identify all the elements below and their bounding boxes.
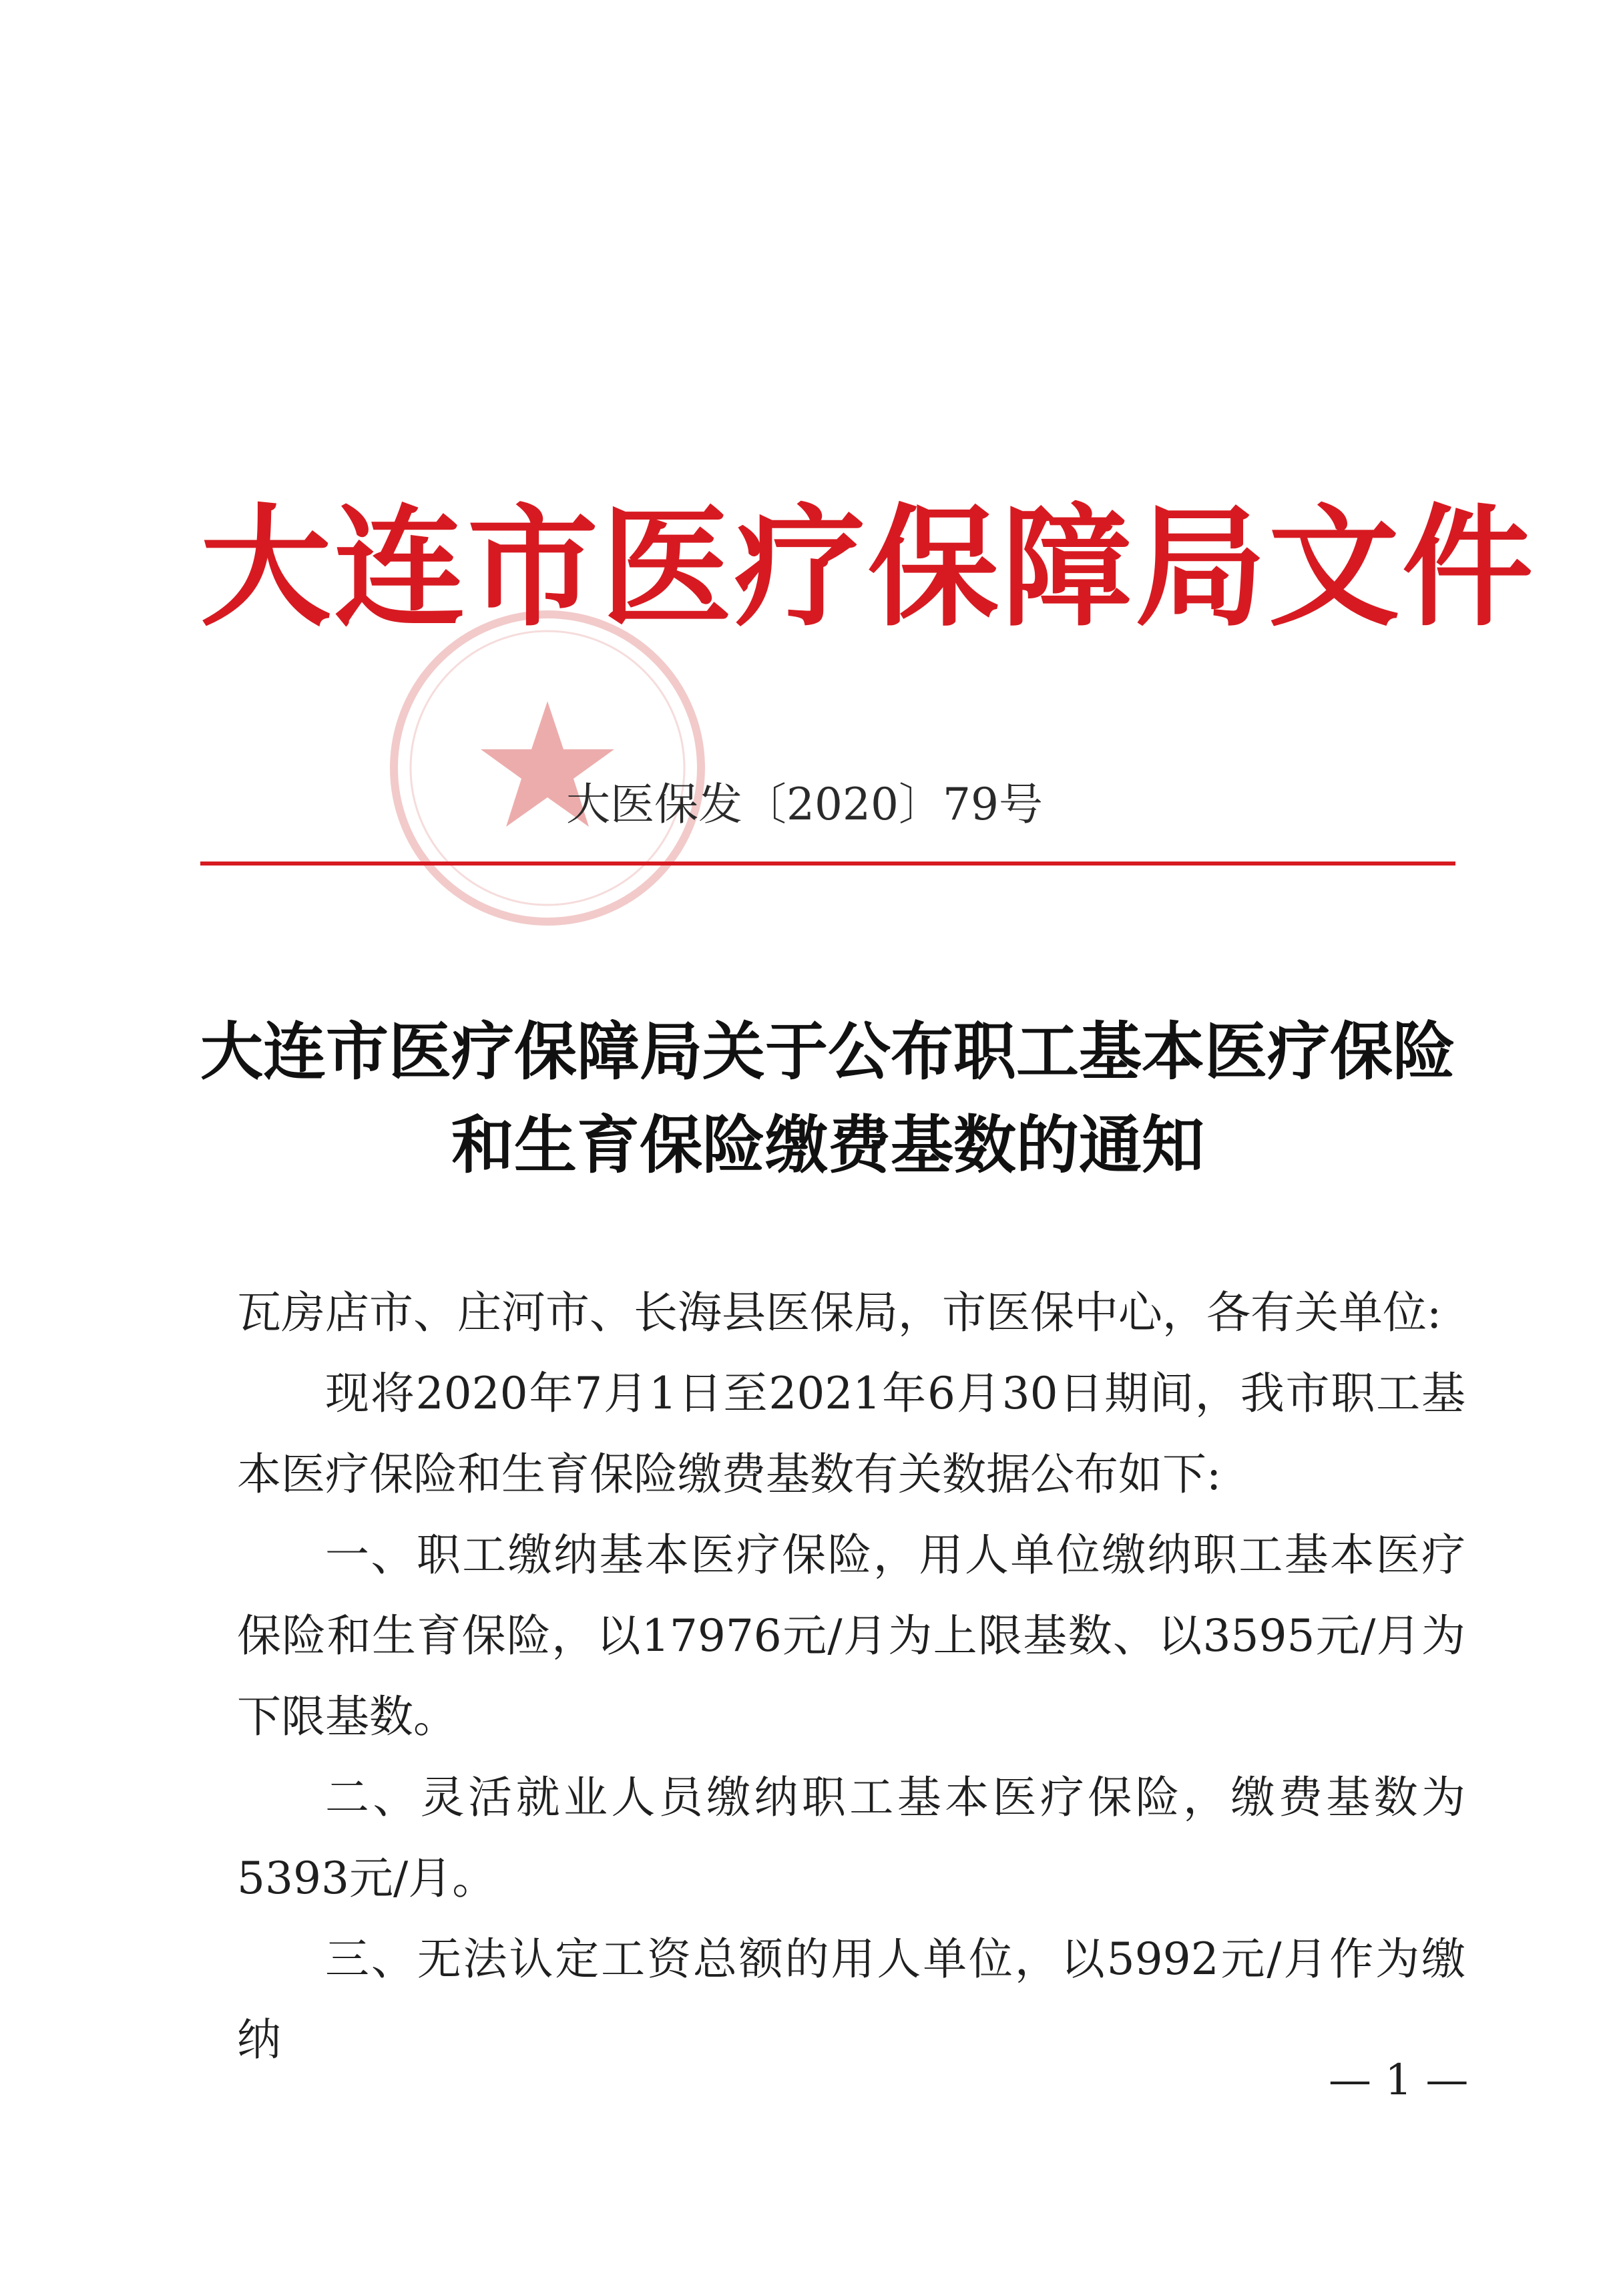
notice-body (237, 1272, 1465, 2080)
recipients-line: 瓦房店市、庄河市、长海县医保局，市医保中心，各有关单位: (237, 1287, 1442, 1338)
page-number: — 1 — (1329, 2056, 1469, 2105)
notice-title-line-1: 大连市医疗保障局关于公布职工基本医疗保险 (200, 1015, 1456, 1089)
notice-title-line-2: 和生育保险缴费基数的通知 (451, 1109, 1204, 1182)
intro-paragraph: 现将2020年7月1日至2021年6月30日期间，我市职工基本医疗保险和生育保险缴费基数有关数据公布如下: (237, 1368, 1465, 1500)
item-3-paragraph: 三、无法认定工资总额的用人单位，以5992元/月作为缴纳 (237, 1933, 1465, 2066)
document-number: 大医保发〔2020〕79号 (566, 779, 1043, 830)
item-2-paragraph: 二、灵活就业人员缴纳职工基本医疗保险，缴费基数为5393元/月。 (237, 1772, 1465, 1904)
official-seal-icon (381, 601, 714, 935)
red-divider (200, 862, 1455, 866)
item-1-paragraph: 一、职工缴纳基本医疗保险，用人单位缴纳职工基本医疗保险和生育保险，以17976元/月为上限基数、以3595元/月为下限基数。 (237, 1529, 1465, 1742)
masthead-title: 大连市医疗保障局文件 (200, 491, 1536, 644)
